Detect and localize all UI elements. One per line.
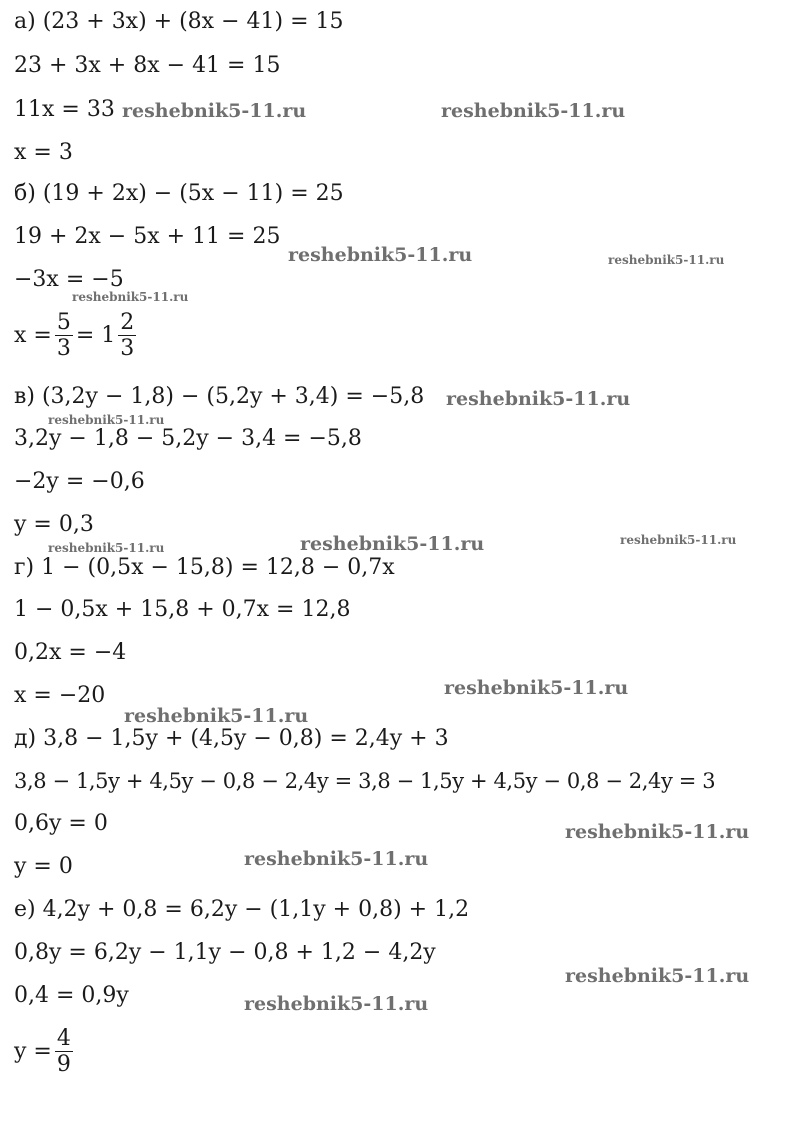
fraction-b-first-denominator: 3 (56, 336, 71, 361)
line-a-step2: 11x = 33 (14, 97, 115, 122)
line-v-answer: y = 0,3 (14, 512, 94, 537)
line-d-answer: y = 0 (14, 854, 73, 879)
line-d-step2: 0,6y = 0 (14, 811, 108, 836)
line-v-step1: 3,2y − 1,8 − 5,2y − 3,4 = −5,8 (14, 426, 362, 451)
line-b-step2: −3x = −5 (14, 267, 124, 292)
fraction-b-mixed-whole: = 1 (75, 323, 116, 348)
line-g-step1: 1 − 0,5x + 15,8 + 0,7x = 12,8 (14, 597, 351, 622)
watermark: reshebnik5-11.ru (444, 677, 629, 699)
line-a-equation: а) (23 + 3x) + (8x − 41) = 15 (14, 9, 344, 34)
line-d-step1: 3,8 − 1,5y + 4,5y − 0,8 − 2,4y = 3,8 − 1,5y + 4,5y − 0,8 − 2,4y = 3 (14, 769, 716, 793)
fraction-e (55, 1026, 73, 1077)
line-g-step2: 0,2x = −4 (14, 640, 127, 665)
watermark: reshebnik5-11.ru (565, 965, 750, 987)
fraction-b-lhs: x = (14, 323, 52, 348)
line-e-step2: 0,4 = 0,9y (14, 983, 129, 1008)
watermark: reshebnik5-11.ru (288, 244, 473, 266)
line-b-equation: б) (19 + 2x) − (5x − 11) = 25 (14, 181, 344, 206)
line-e-answer-fraction (14, 1026, 76, 1077)
line-b-answer-fraction (14, 310, 139, 361)
fraction-e-denominator: 9 (56, 1052, 71, 1077)
fraction-b-second-denominator: 3 (120, 336, 135, 361)
watermark: reshebnik5-11.ru (48, 413, 165, 427)
line-g-answer: x = −20 (14, 683, 106, 708)
watermark: reshebnik5-11.ru (122, 100, 307, 122)
fraction-b-first-numerator: 5 (56, 310, 71, 335)
line-a-answer: x = 3 (14, 140, 73, 165)
line-g-equation: г) 1 − (0,5x − 15,8) = 12,8 − 0,7x (14, 555, 395, 580)
line-e-step1: 0,8y = 6,2y − 1,1y − 0,8 + 1,2 − 4,2y (14, 940, 436, 965)
fraction-b-first (55, 310, 73, 361)
line-e-equation: е) 4,2y + 0,8 = 6,2y − (1,1y + 0,8) + 1,2 (14, 897, 470, 922)
watermark: reshebnik5-11.ru (244, 993, 429, 1015)
line-d-equation: д) 3,8 − 1,5y + (4,5y − 0,8) = 2,4y + 3 (14, 726, 449, 751)
watermark: reshebnik5-11.ru (244, 848, 429, 870)
line-b-step1: 19 + 2x − 5x + 11 = 25 (14, 224, 281, 249)
watermark: reshebnik5-11.ru (565, 821, 750, 843)
fraction-b-second-numerator: 2 (120, 310, 135, 335)
watermark: reshebnik5-11.ru (608, 253, 725, 267)
line-v-equation: в) (3,2y − 1,8) − (5,2y + 3,4) = −5,8 (14, 384, 425, 409)
watermark: reshebnik5-11.ru (620, 533, 737, 547)
watermark: reshebnik5-11.ru (124, 705, 309, 727)
watermark: reshebnik5-11.ru (48, 541, 165, 555)
line-a-step1: 23 + 3x + 8x − 41 = 15 (14, 53, 281, 78)
watermark: reshebnik5-11.ru (300, 533, 485, 555)
fraction-b-second (118, 310, 136, 361)
watermark: reshebnik5-11.ru (72, 290, 189, 304)
line-v-step2: −2y = −0,6 (14, 469, 145, 494)
watermark: reshebnik5-11.ru (446, 388, 631, 410)
fraction-e-numerator: 4 (56, 1026, 71, 1051)
fraction-e-lhs: y = (14, 1039, 52, 1064)
watermark: reshebnik5-11.ru (441, 100, 626, 122)
